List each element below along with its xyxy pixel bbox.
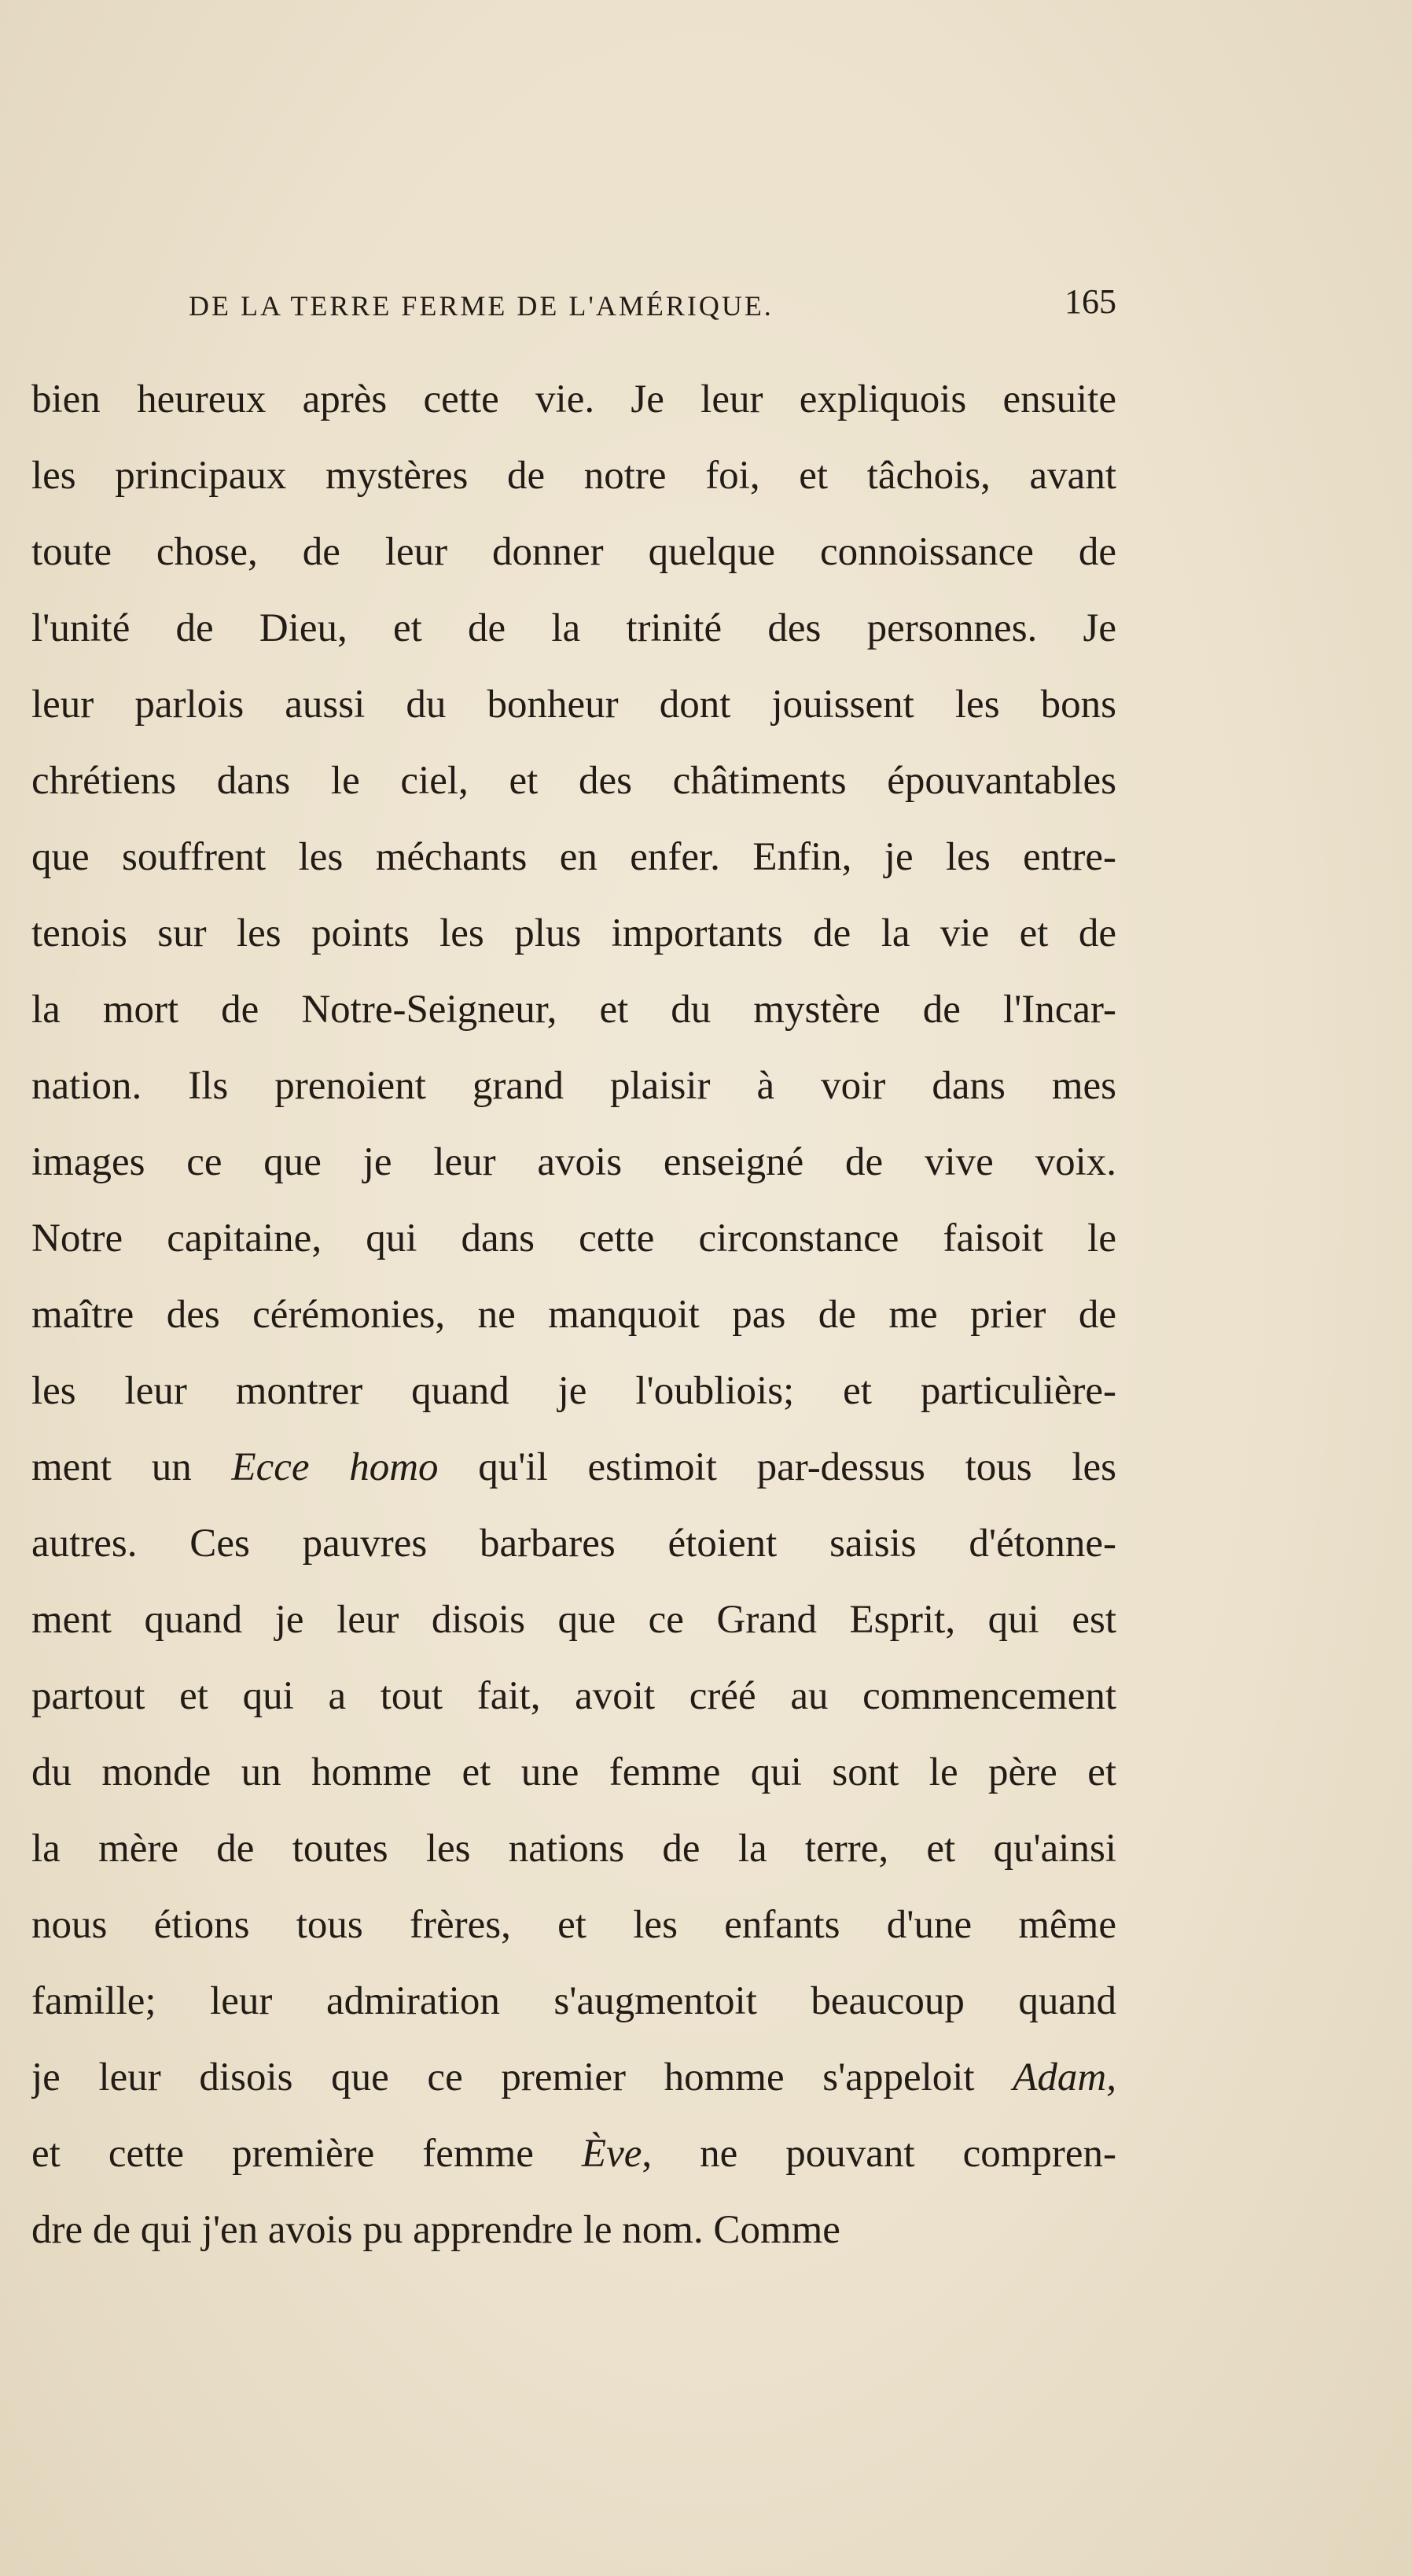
text-line: images ce que je leur avois enseigné de vive voix. (31, 1140, 1116, 1184)
body-text (31, 362, 1116, 2269)
text-line: je leur disois que ce premier homme s'appeloit Adam, (31, 2055, 1116, 2099)
text-line: leur parlois aussi du bonheur dont jouissent les bons (31, 683, 1116, 727)
text-line: et cette première femme Ève, ne pouvant compren- (31, 2132, 1116, 2176)
text-line: maître des cérémonies, ne manquoit pas de me prier de (31, 1293, 1116, 1337)
text-line: l'unité de Dieu, et de la trinité des personnes. Je (31, 606, 1116, 650)
text-line: tenois sur les points les plus importants de la vie et de (31, 911, 1116, 955)
text-line: partout et qui a tout fait, avoit créé au commencement (31, 1674, 1116, 1718)
text-line: ment un Ecce homo qu'il estimoit par-dessus tous les (31, 1445, 1116, 1489)
text-line: nation. Ils prenoient grand plaisir à voir dans mes (31, 1064, 1116, 1108)
text-line: autres. Ces pauvres barbares étoient saisis d'étonne- (31, 1522, 1116, 1566)
text-line: la mort de Notre-Seigneur, et du mystère de l'Incar- (31, 988, 1116, 1032)
text-line: nous étions tous frères, et les enfants d'une même (31, 1903, 1116, 1947)
text-line: les leur montrer quand je l'oubliois; et particulière- (31, 1369, 1116, 1413)
text-line: Notre capitaine, qui dans cette circonstance faisoit le (31, 1216, 1116, 1260)
text-line: ment quand je leur disois que ce Grand Esprit, qui est (31, 1598, 1116, 1642)
page-number: 165 (1065, 282, 1116, 321)
text-line: toute chose, de leur donner quelque connoissance de (31, 530, 1116, 574)
text-line: du monde un homme et une femme qui sont le père et (31, 1750, 1116, 1794)
text-line: bien heureux après cette vie. Je leur expliquois ensuite (31, 377, 1116, 421)
text-line: dre de qui j'en avois pu apprendre le nom. Comme (31, 2208, 840, 2252)
text-line: famille; leur admiration s'augmentoit beaucoup quand (31, 1979, 1116, 2023)
text-line: les principaux mystères de notre foi, et tâchois, avant (31, 454, 1116, 498)
page-header (189, 282, 1116, 329)
text-line: chrétiens dans le ciel, et des châtiments épouvantables (31, 759, 1116, 803)
text-line: que souffrent les méchants en enfer. Enfin, je les entre- (31, 835, 1116, 879)
text-line: la mère de toutes les nations de la terre, et qu'ainsi (31, 1827, 1116, 1871)
running-head: DE LA TERRE FERME DE L'AMÉRIQUE. (189, 290, 774, 322)
